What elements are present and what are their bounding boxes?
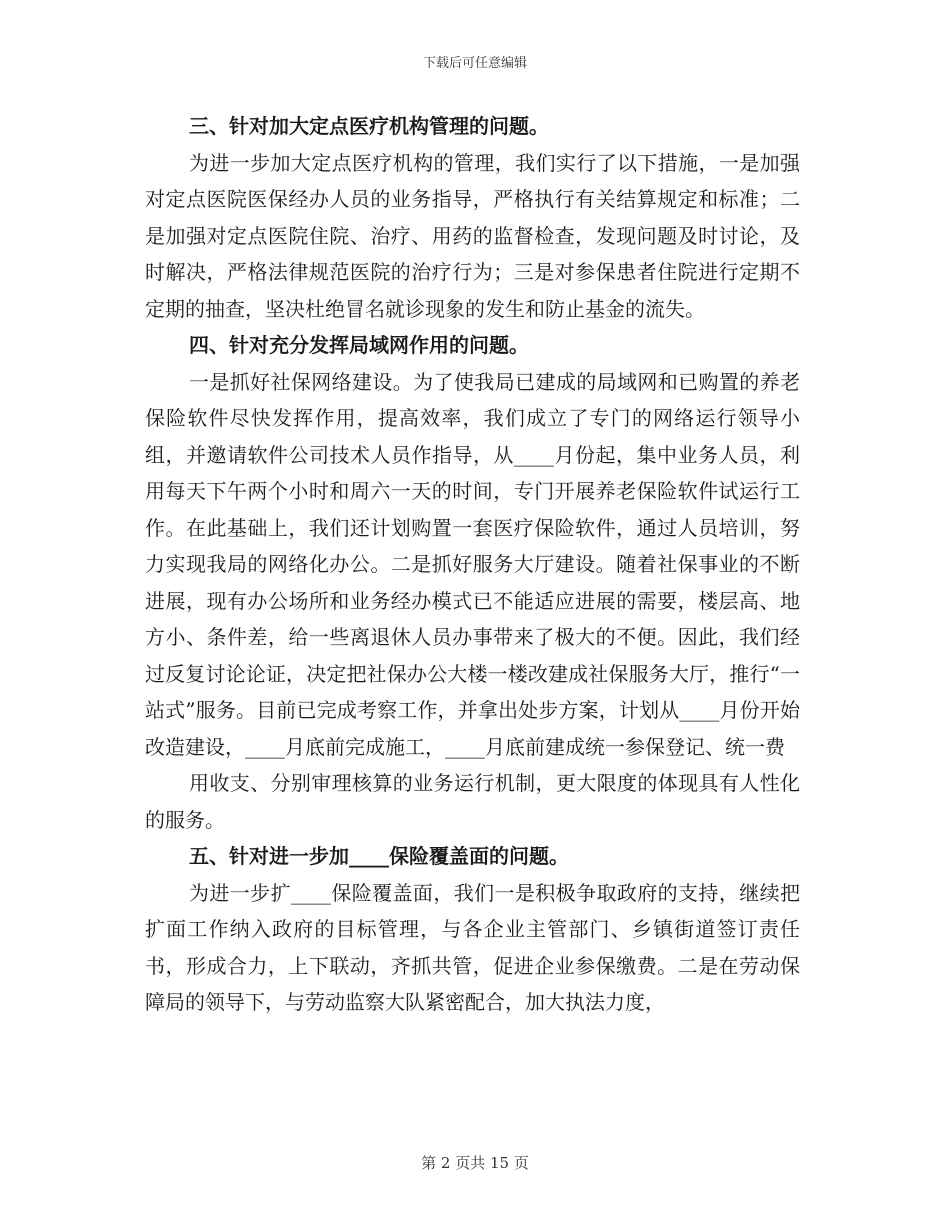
paragraph: 用收支、分别审理核算的业务运行机制，更大限度的体现具有人性化的服务。	[145, 771, 800, 832]
paragraph: 为进一步加大定点医疗机构的管理，我们实行了以下措施，一是加强对定点医院医保经办人员的业务指导，严格执行有关结算规定和标准；二是加强对定点医院住院、治疗、用药的监督检查，发现问题及时讨论，及时解决，严格法律规范医院的治疗行为；三是对参保患者住院进行定期不定期的抽查，坚决杜绝冒名就诊现象的发生和防止基金的流失。	[145, 150, 800, 321]
paragraph: 为进一步扩____保险覆盖面，我们一是积极争取政府的支持，继续把扩面工作纳入政府的目标管理，与各企业主管部门、乡镇街道签订责任书，形成合力，上下联动，齐抓共管，促进企业参保缴费。二是在劳动保障局的领导下，与劳动监察大队紧密配合，加大执法力度，	[145, 880, 800, 1014]
document-body	[145, 108, 800, 1021]
section-heading-3: 三、针对加大定点医疗机构管理的问题。	[189, 114, 549, 138]
page-number: 第 2 页共 15 页	[421, 1154, 529, 1172]
paragraph: 一是抓好社保网络建设。为了使我局已建成的局域网和已购置的养老保险软件尽快发挥作用，提高效率，我们成立了专门的网络运行领导小组，并邀请软件公司技术人员作指导，从____月份起，集中业务人员，利用每天下午两个小时和周六一天的时间，专门开展养老保险软件试运行工作。在此基础上，我们还计划购置一套医疗保险软件，通过人员培训，努力实现我局的网络化办公。二是抓好服务大厅建设。随着社保事业的不断进展，现有办公场所和业务经办模式已不能适应进展的需要，楼层高、地方小、条件差，给一些离退休人员办事带来了极大的不便。因此，我们经过反复讨论论证，决定把社保办公大楼一楼改建成社保服务大厅，推行“一站式”服务。目前已完成考察工作，并拿出处步方案，计划从____月份开始改造建设，____月底前完成施工，____月底前建成统一参保登记、统一费	[145, 369, 800, 759]
page-header: 下载后可任意编辑	[422, 56, 527, 71]
section-heading-4: 四、针对充分发挥局域网作用的问题。	[189, 333, 529, 357]
section-heading-5: 五、针对进一步加____保险覆盖面的问题。	[189, 844, 569, 868]
